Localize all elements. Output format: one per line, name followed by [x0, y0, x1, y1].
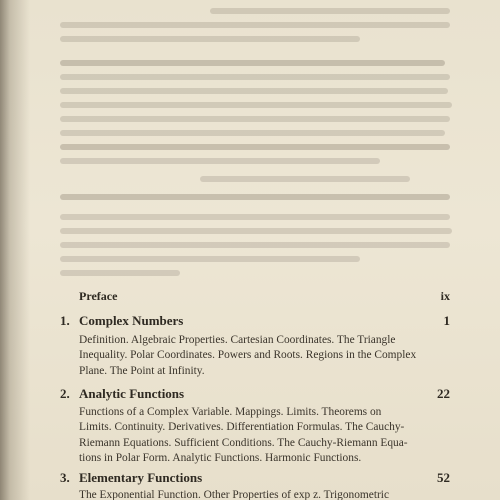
description-line: Functions of a Complex Variable. Mappings. Limits. Theorems on	[79, 406, 382, 418]
description-line: Inequality. Polar Coordinates. Powers and Roots. Regions in the Complex	[79, 349, 417, 362]
preface-page-number: ix	[440, 289, 450, 303]
chapter-page-number: 52	[437, 470, 450, 485]
chapter-1-description	[79, 333, 451, 379]
chapter-title: Analytic Functions	[79, 386, 185, 401]
chapter-number: 3.	[60, 470, 70, 485]
chapter-3-description	[79, 488, 451, 500]
chapter-3-heading	[60, 470, 450, 486]
preface-title: Preface	[79, 289, 118, 303]
chapter-number: 2.	[60, 386, 70, 401]
description-line: Riemann Equations. Sufficient Conditions. The Cauchy-Riemann Equa-	[79, 436, 408, 449]
chapter-title: Complex Numbers	[79, 313, 184, 328]
description-line: tions in Polar Form. Analytic Functions. Harmonic Functions.	[79, 451, 362, 464]
chapter-2-description	[79, 405, 451, 466]
chapter-2-heading	[60, 386, 450, 402]
chapter-page-number: 1	[443, 313, 450, 328]
chapter-1-heading	[60, 313, 450, 329]
chapter-number: 1.	[60, 313, 70, 328]
chapter-title: Elementary Functions	[79, 470, 203, 485]
chapter-page-number: 22	[437, 386, 450, 401]
description-line: Limits. Continuity. Derivatives. Differentiation Formulas. The Cauchy-	[79, 421, 405, 434]
description-line: The Exponential Function. Other Properties of exp z. Trigonometric	[79, 489, 390, 500]
description-line: Definition. Algebraic Properties. Cartesian Coordinates. The Triangle	[79, 334, 396, 346]
description-line: Plane. The Point at Infinity.	[79, 364, 205, 377]
